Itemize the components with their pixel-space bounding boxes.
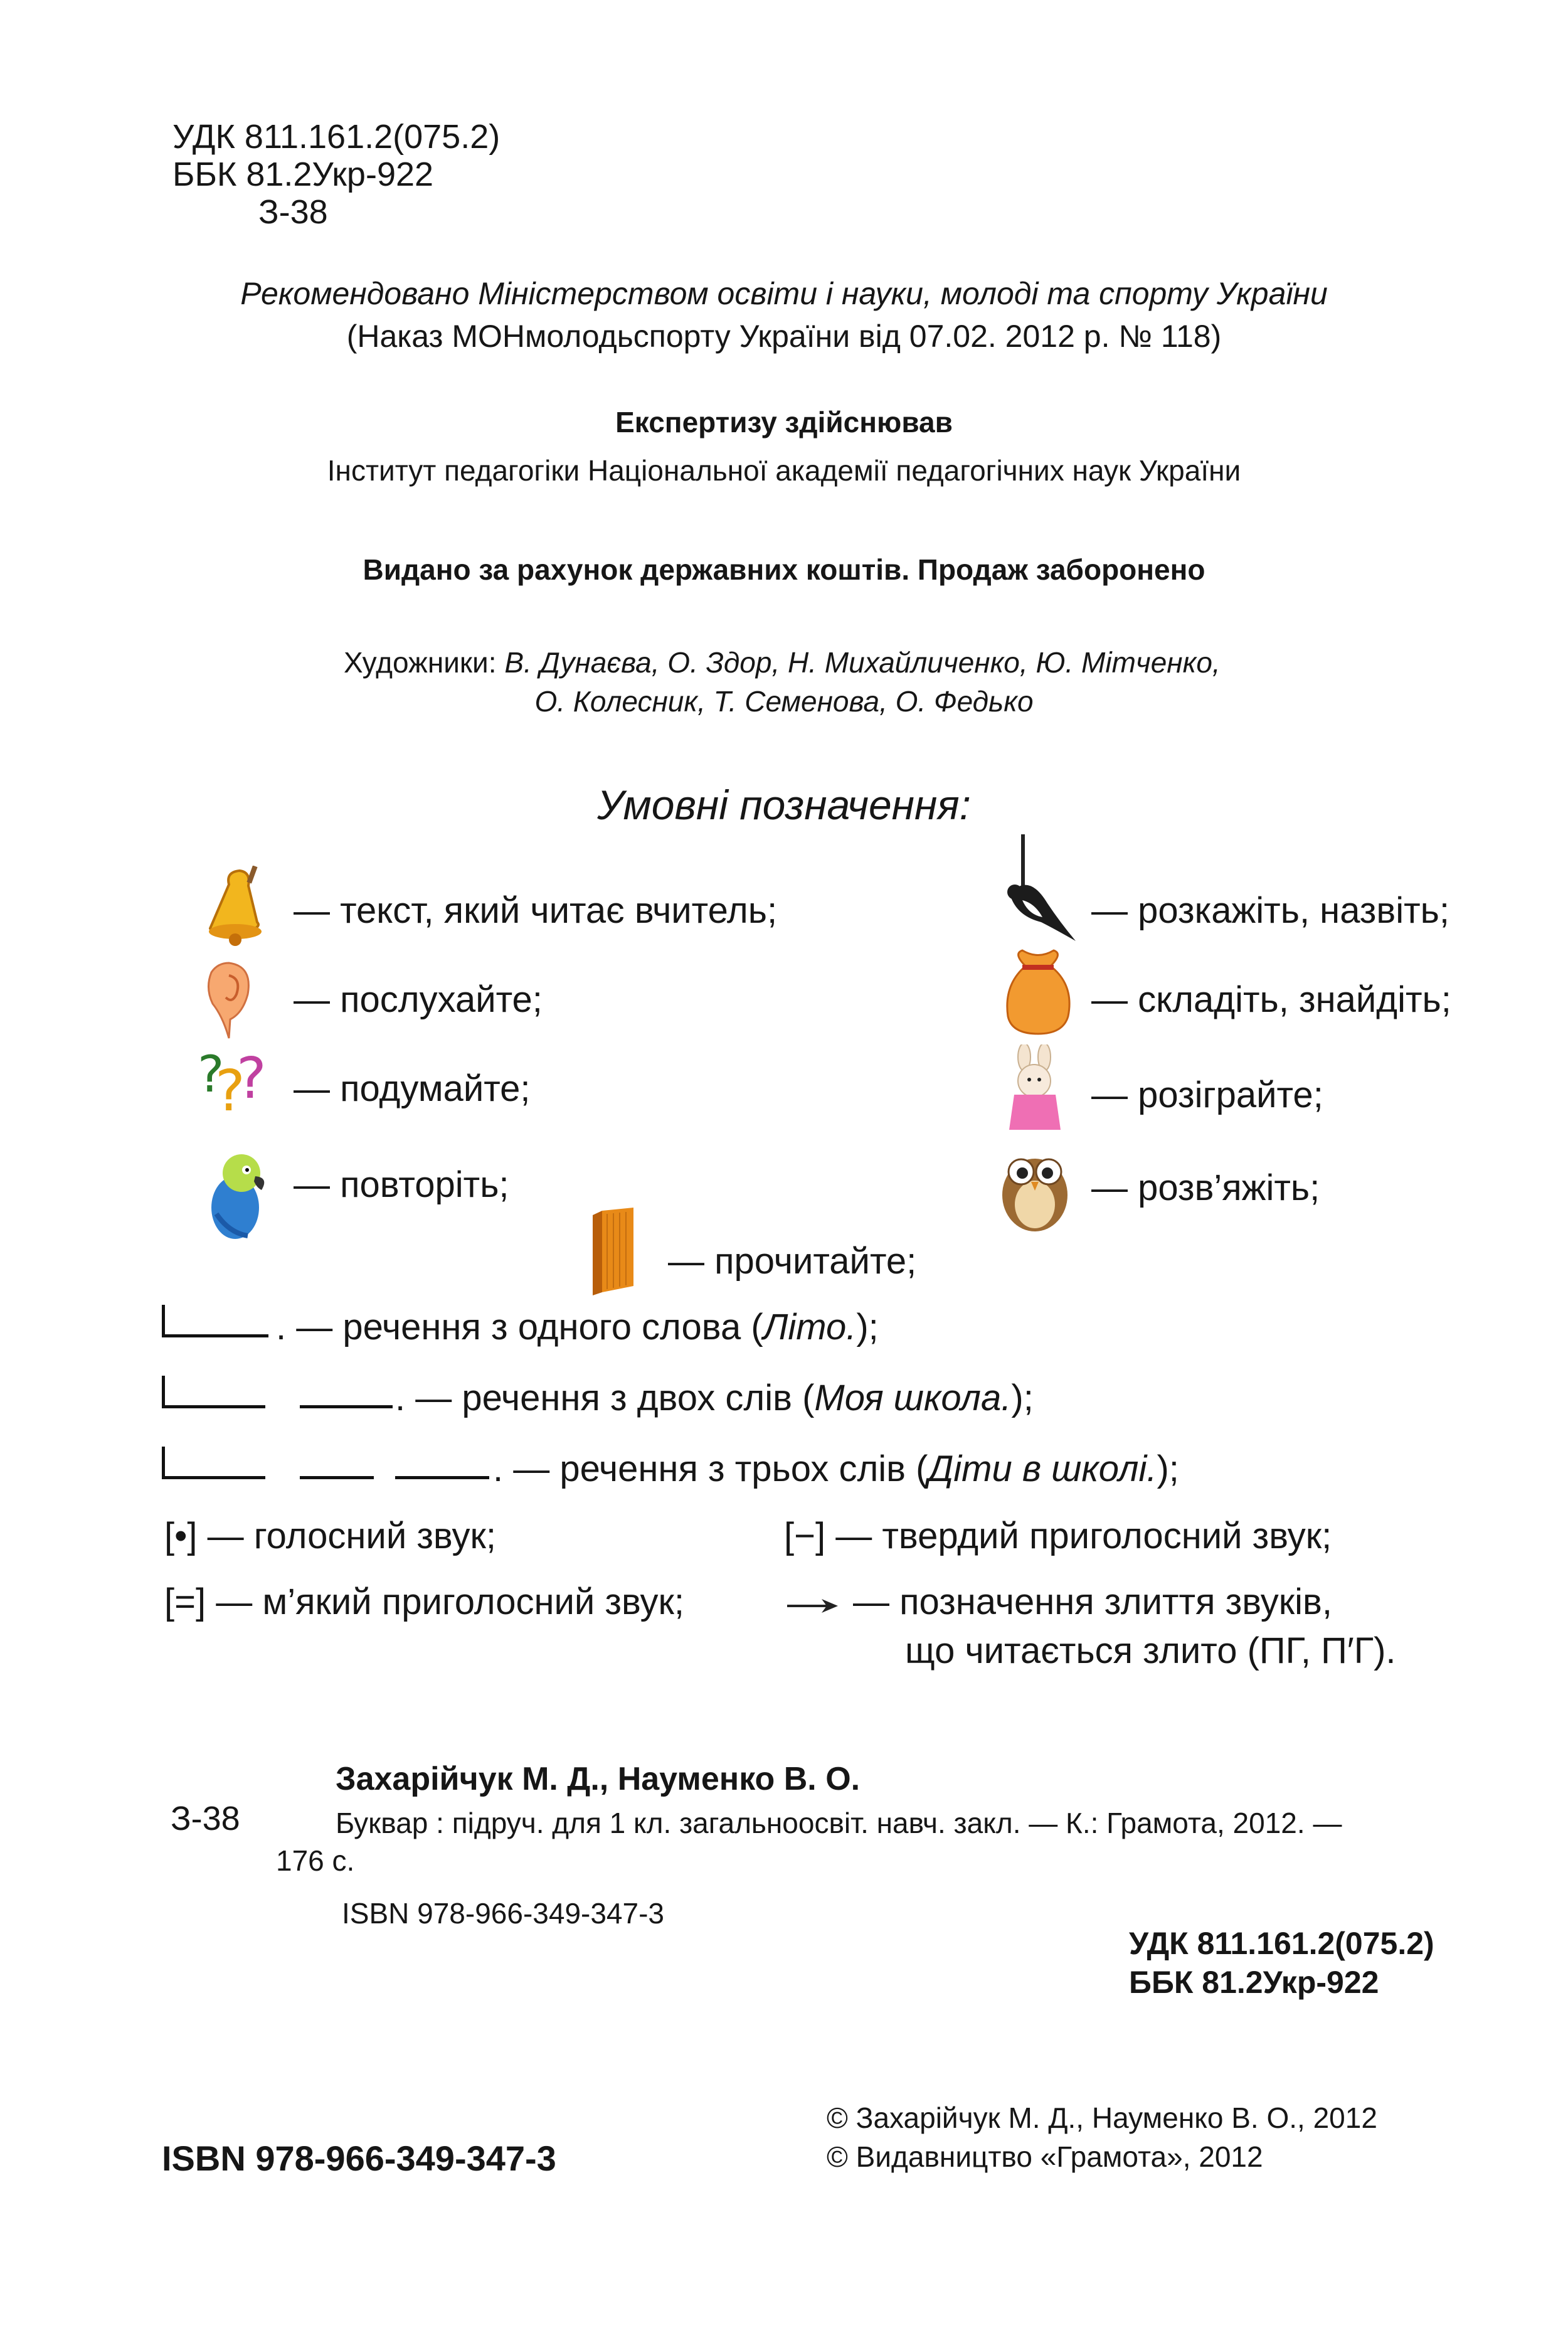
artists-label: Художники: [344,646,497,679]
hard-symbol: [−] [784,1516,826,1556]
legend-listen: — послухайте; [294,979,543,1020]
svg-text:?: ? [198,1045,225,1103]
magpie-icon [997,834,1079,947]
hard-text: — твердий приголосний звук; [835,1516,1332,1556]
scheme-1-example: Літо. [763,1307,857,1347]
legend-read: — прочитайте; [668,1241,917,1282]
legend-solve: — розв’яжіть; [1091,1167,1320,1208]
scheme-1-text: . — речення з одного слова ( [276,1307,763,1347]
catalog-description-1: Буквар : підруч. для 1 кл. загальноосвіт. навч. закл. — К.: Грамота, 2012. — [336,1807,1342,1839]
sack-icon [1000,947,1076,1035]
legend-title: Умовні позначення: [597,782,971,828]
bbk-code: ББК 81.2Укр-922 [172,156,434,193]
merge-legend-line-2: що читається злито (ПГ, П′Г). [905,1630,1396,1671]
catalog-description-2: 176 с. [276,1844,355,1877]
parrot-icon [204,1151,273,1242]
catalog-isbn: ISBN 978-966-349-347-3 [342,1897,664,1930]
scheme-1-start-tick [162,1305,165,1336]
copyright-authors: © Захарійчук М. Д., Науменко В. О., 2012 [827,2102,1377,2134]
scheme-3-word-line-3 [395,1476,489,1479]
scheme-1-word-line [162,1334,268,1337]
soft-symbol: [=] [164,1581,206,1622]
footer-isbn: ISBN 978-966-349-347-3 [162,2139,556,2178]
scheme-2-word-line-1 [162,1405,265,1408]
author-code: З-38 [258,193,328,231]
scheme-2-suffix: ); [1011,1378,1034,1418]
expertise-title: Експертизу здійснював [615,406,953,438]
bunny-puppet-icon [1000,1044,1069,1132]
merge-legend-line-1: — позначення злиття звуків, [853,1581,1332,1622]
approval-line-2: (Наказ МОНмолодьспорту України від 07.02. 2012 р. № 118) [346,319,1222,354]
vowel-symbol: [•] [164,1516,198,1556]
legend-teacher-text: — текст, який читає вчитель; [294,890,778,931]
scheme-one-word [276,1306,879,1349]
scheme-3-word-line-2 [300,1476,374,1479]
copyright-publisher: © Видавництво «Грамота», 2012 [827,2140,1263,2173]
catalog-code: З-38 [171,1800,240,1837]
scheme-3-start-tick [162,1447,165,1478]
legend-compose: — складіть, знайдіть; [1091,979,1451,1020]
soft-text: — м’який приголосний звук; [216,1581,685,1622]
catalog-bbk: ББК 81.2Укр-922 [1129,1965,1379,2000]
scheme-2-start-tick [162,1376,165,1407]
ear-shell-icon [204,960,254,1041]
scheme-two-words [395,1377,1034,1420]
artists-line-2: О. Колесник, Т. Семенова, О. Федько [534,685,1034,718]
scheme-three-words [493,1448,1179,1490]
scheme-1-suffix: ); [856,1307,879,1347]
owl-icon [997,1142,1073,1233]
udk-code: УДК 811.161.2(075.2) [172,118,501,156]
scheme-3-example: Діти в школі. [928,1448,1157,1489]
funding-note: Видано за рахунок державних коштів. Продаж заборонено [363,553,1205,586]
catalog-authors: Захарійчук М. Д., Науменко В. О. [336,1761,861,1797]
scheme-3-word-line-1 [162,1476,265,1479]
catalog-udk: УДК 811.161.2(075.2) [1129,1926,1434,1961]
artists-names-1: В. Дунаєва, О. Здор, Н. Михайличенко, Ю. Мітченко, [504,646,1221,679]
merge-arrow-icon [784,1597,840,1615]
bell-icon [201,866,270,947]
expertise-institute: Інститут педагогіки Національної академії педагогічних наук України [327,454,1241,487]
hard-consonant-legend [784,1515,1332,1558]
question-marks-icon [198,1041,267,1123]
legend-repeat: — повторіть; [294,1164,509,1205]
artists-line-1 [344,645,1221,680]
book-icon [590,1208,637,1295]
legend-tell: — розкажіть, назвіть; [1091,890,1449,931]
soft-consonant-legend [164,1581,684,1623]
svg-text:?: ? [236,1046,267,1112]
scheme-2-word-line-2 [300,1405,393,1408]
scheme-3-suffix: ); [1157,1448,1179,1489]
scheme-2-example: Моя школа. [814,1378,1012,1418]
scheme-2-text: . — речення з двох слів ( [395,1378,815,1418]
scheme-3-text: . — речення з трьох слів ( [493,1448,928,1489]
vowel-text: — голосний звук; [207,1516,496,1556]
legend-think: — подумайте; [294,1068,531,1109]
legend-act: — розіграйте; [1091,1075,1323,1115]
vowel-legend [164,1515,496,1558]
approval-line-1: Рекомендовано Міністерством освіти і науки, молоді та спорту України [240,276,1328,311]
svg-text:?: ? [215,1058,245,1123]
